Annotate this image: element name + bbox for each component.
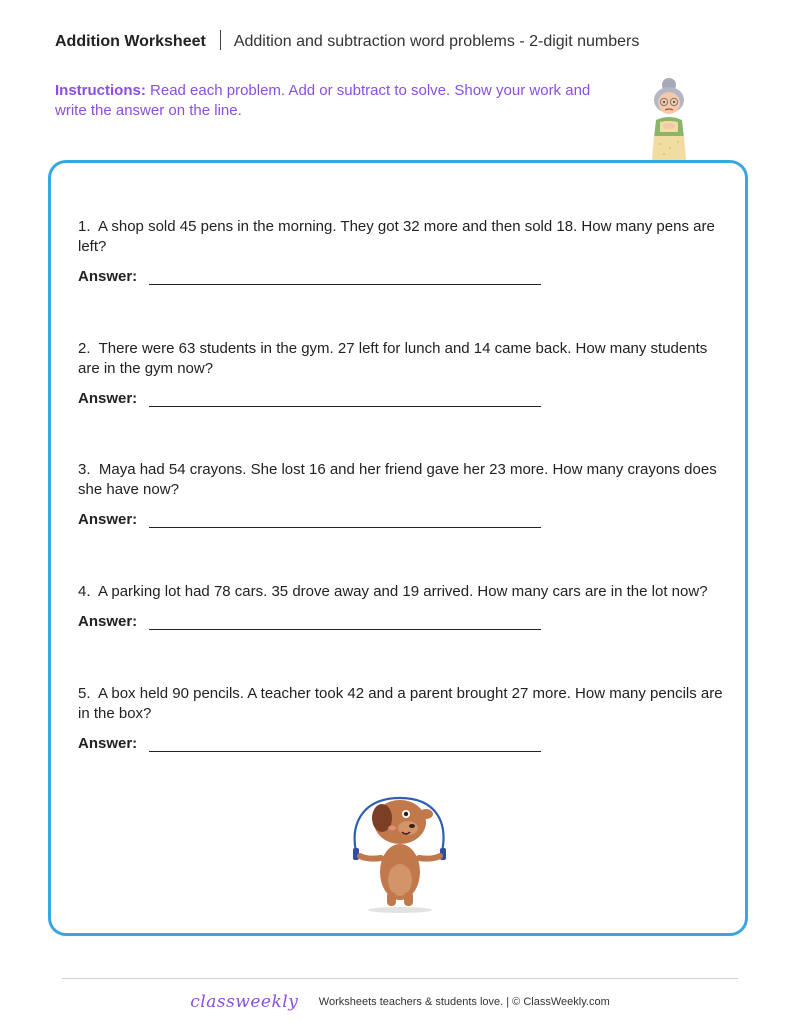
problem-1-text xyxy=(78,217,728,257)
problem-3-text xyxy=(78,460,728,500)
problem-5-answer-line[interactable] xyxy=(149,751,541,752)
problem-5-number: 5. xyxy=(78,685,91,702)
problem-2-answer-label: Answer: xyxy=(78,390,138,407)
worksheet-header xyxy=(55,30,639,52)
problem-2-answer-row xyxy=(78,390,728,410)
problem-3-question: Maya had 54 crayons. She lost 16 and her friend gave her 23 more. How many crayons does she have now? xyxy=(78,461,717,498)
problem-3 xyxy=(78,460,728,531)
problem-4-number: 4. xyxy=(78,583,91,600)
instructions-label: Instructions: xyxy=(55,82,146,99)
worksheet-subtitle: Addition and subtraction word problems - 2-digit numbers xyxy=(233,33,640,50)
problem-1 xyxy=(78,217,728,288)
grandmother-illustration xyxy=(638,76,700,172)
problem-4-answer-label: Answer: xyxy=(78,613,138,630)
problem-4-text xyxy=(78,582,728,602)
instructions-text: Read each problem. Add or subtract to solve. Show your work and write the answer on the line. xyxy=(55,82,591,119)
problem-5-answer-label: Answer: xyxy=(78,735,138,752)
problem-3-number: 3. xyxy=(78,461,91,478)
problem-4-answer-line[interactable] xyxy=(149,629,541,630)
problem-1-question: A shop sold 45 pens in the morning. They got 32 more and then sold 18. How many pens are left? xyxy=(78,218,715,255)
problem-4 xyxy=(78,582,728,633)
worksheet-title: Addition Worksheet xyxy=(55,33,206,50)
problem-2-answer-line[interactable] xyxy=(149,406,541,407)
footer-divider xyxy=(62,978,738,979)
problem-1-number: 1. xyxy=(78,218,91,235)
problem-4-question: A parking lot had 78 cars. 35 drove away and 19 arrived. How many cars are in the lot now? xyxy=(98,583,708,600)
problem-3-answer-label: Answer: xyxy=(78,511,138,528)
footer xyxy=(0,992,800,1012)
problem-2-text xyxy=(78,339,728,379)
problem-3-answer-line[interactable] xyxy=(149,527,541,528)
problem-2-question: There were 63 students in the gym. 27 left for lunch and 14 came back. How many students are in the gym now? xyxy=(78,340,708,377)
bear-jump-rope-illustration xyxy=(344,792,454,916)
problem-5-text xyxy=(78,684,728,724)
problem-4-answer-row xyxy=(78,613,728,633)
footer-tagline: Worksheets teachers & students love. | © ClassWeekly.com xyxy=(318,996,610,1008)
problem-1-answer-row xyxy=(78,268,728,288)
header-divider xyxy=(220,30,221,50)
problem-5-answer-row xyxy=(78,735,728,755)
problem-3-answer-row xyxy=(78,511,728,531)
footer-brand-logo[interactable]: classweekly xyxy=(190,992,299,1012)
problem-1-answer-line[interactable] xyxy=(149,284,541,285)
problem-2-number: 2. xyxy=(78,340,91,357)
problem-1-answer-label: Answer: xyxy=(78,268,138,285)
problem-5-question: A box held 90 pencils. A teacher took 42 and a parent brought 27 more. How many pencils are in the box? xyxy=(78,685,723,722)
instructions xyxy=(55,81,615,121)
problem-5 xyxy=(78,684,728,755)
problem-2 xyxy=(78,339,728,410)
